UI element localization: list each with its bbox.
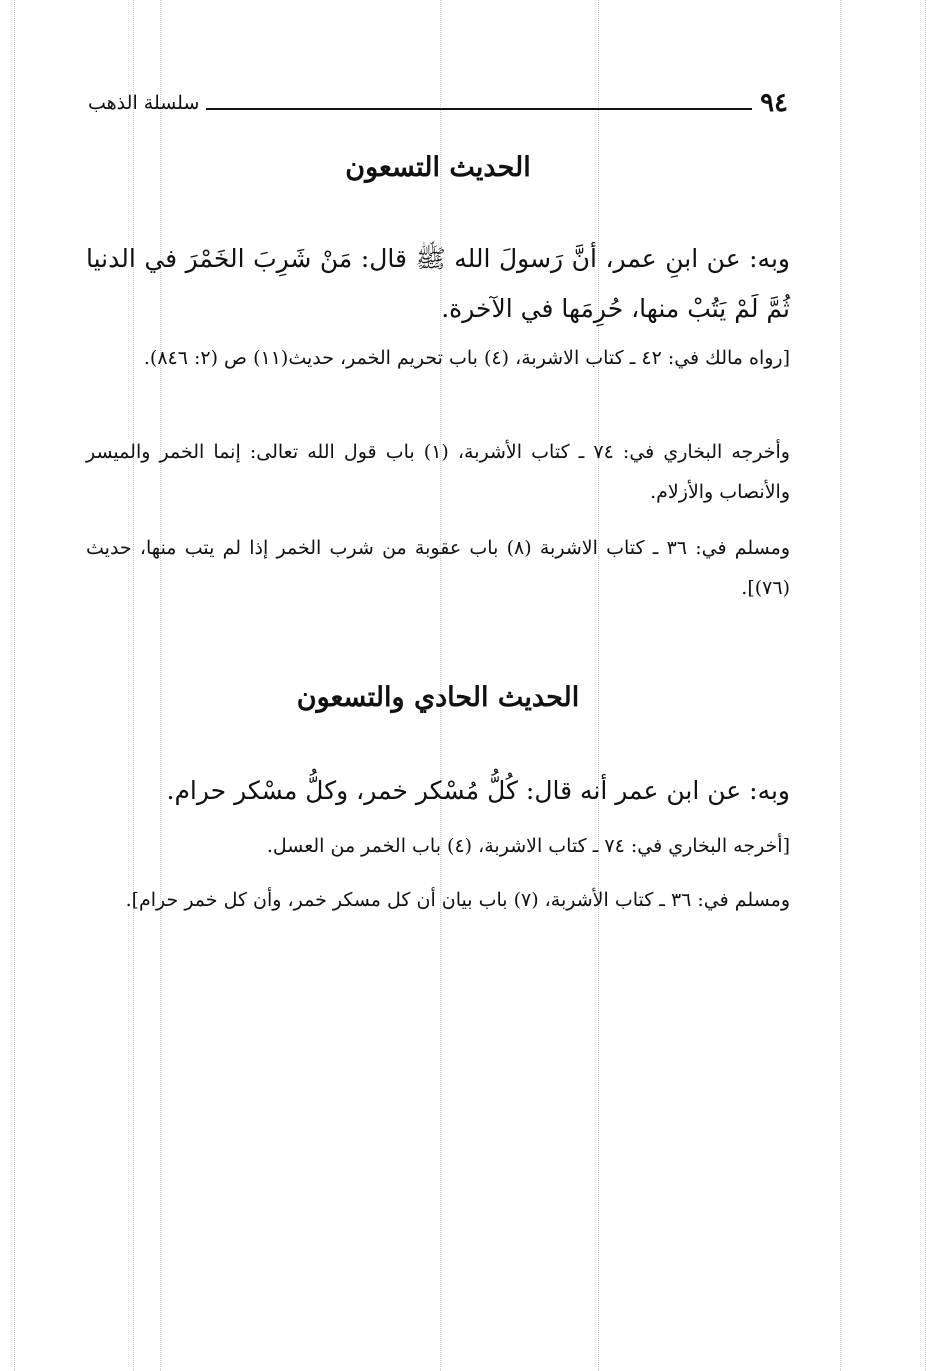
hadith-91-note-bukhari: [أخرجه البخاري في: ٧٤ ـ كتاب الاشربة، (٤) باب الخمر من العسل. <box>266 835 790 857</box>
hadith-90-title: الحديث التسعون <box>345 152 531 183</box>
hadith-90-note-muslim: ومسلم في: ٣٦ ـ كتاب الاشربة (٨) باب عقوبة من شرب الخمر إذا لم يتب منها، حديث (٧٦)]. <box>86 537 790 599</box>
running-header <box>88 88 788 122</box>
hadith-91-text: وبه: عن ابن عمر أنه قال: كُلُّ مُسْكر خمر، وكلُّ مسْكر حرام. <box>166 776 790 805</box>
hadith-90-text: وبه: عن ابنِ عمر، أنَّ رَسولَ الله ﷺ قال: مَنْ شَرِبَ الخَمْرَ في الدنيا ثُمَّ لَمْ يَتُبْ منها، حُرِمَها في الآخرة. <box>86 244 790 323</box>
hadith-90-note-bukhari: وأخرجه البخاري في: ٧٤ ـ كتاب الأشربة، (١) باب قول الله تعالى: إنما الخمر والميسر والأنصاب والأزلام. <box>86 441 790 503</box>
scan-artifact-line <box>840 0 841 1371</box>
header-rule <box>206 108 752 110</box>
hadith-90-note-malik: [رواه مالك في: ٤٢ ـ كتاب الاشربة، (٤) باب تحريم الخمر، حديث(١١) ص (٢: ٨٤٦). <box>143 347 790 369</box>
book-title: سلسلة الذهب <box>88 92 200 114</box>
scan-artifact-line <box>925 0 926 1371</box>
hadith-91-note-muslim: ومسلم في: ٣٦ ـ كتاب الأشربة، (٧) باب بيان أن كل مسكر خمر، وأن كل خمر حرام]. <box>125 889 790 911</box>
hadith-91-title: الحديث الحادي والتسعون <box>296 682 580 713</box>
scan-artifact-line <box>14 0 15 1371</box>
page-number: ٩٤ <box>760 88 788 118</box>
